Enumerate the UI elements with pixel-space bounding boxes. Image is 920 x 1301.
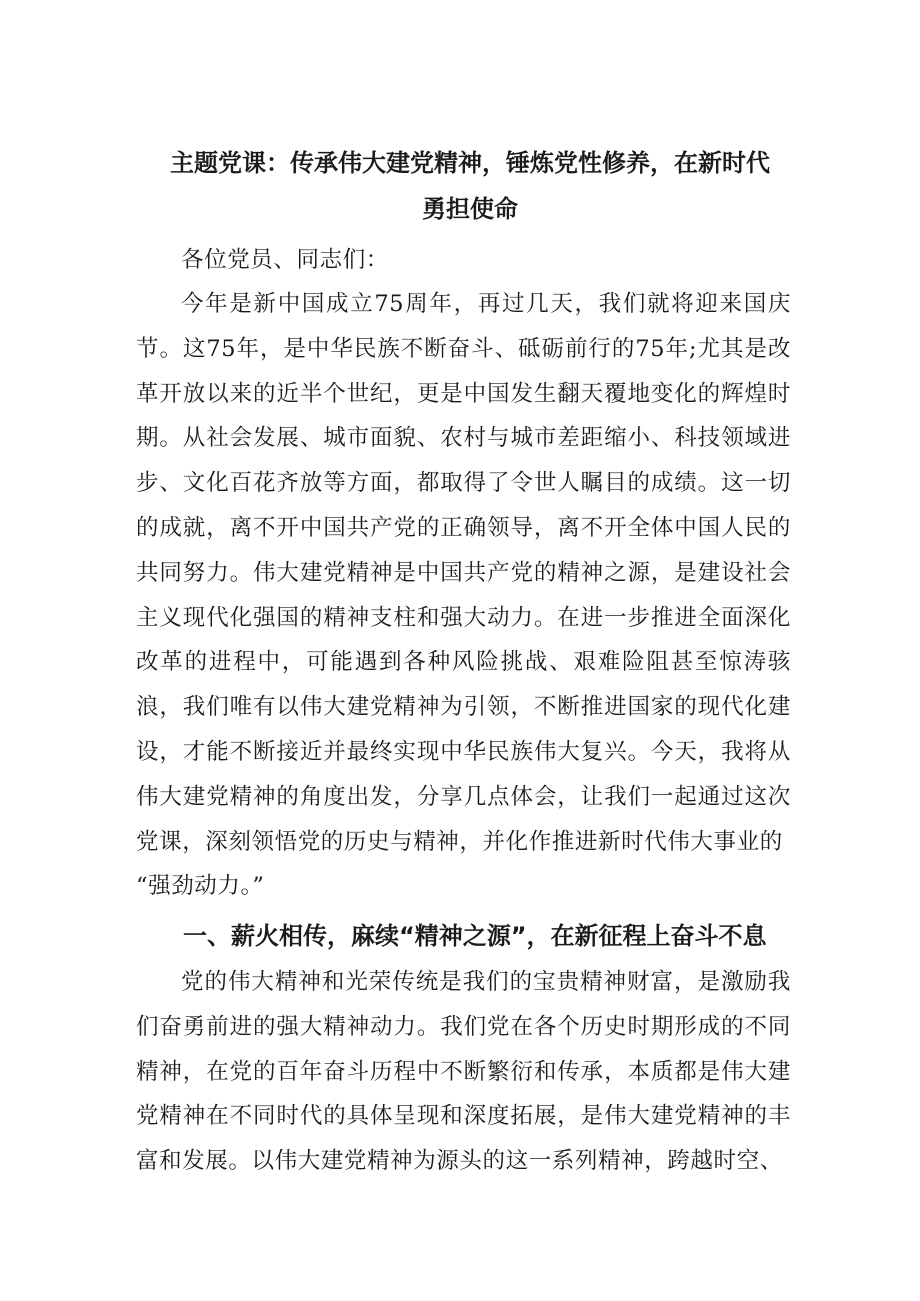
salutation: 各位党员、同志们： (181, 247, 389, 273)
paragraph-section-1: 党的伟大精神和光荣传统是我们的宝贵精神财富，是激励我们奋勇前进的强大精神动力。我们党在各个历史时期形成的不同精神，在党的百年奋斗历程中不断繁衍和传承，本质都是伟大建党精神在不同时代的具体呈现和深度拓展，是伟大建党精神的丰富和发展。以伟大建党精神为源头的这一系列精神，跨越时空、 (136, 969, 791, 1175)
section-heading-1: 一、薪火相传，麻续“精神之源”，在新征程上奋斗不息 (183, 922, 767, 950)
document-title-line-1: 主题党课：传承伟大建党精神，锤炼党性修养，在新时代 (170, 149, 770, 177)
document-title-line-2: 勇担使命 (422, 195, 518, 223)
paragraph-intro-ending: “强劲动力。” (136, 873, 265, 899)
paragraph-intro: 今年是新中国成立75周年，再过几天，我们就将迎来国庆节。这75年，是中华民族不断奋斗、砥砺前行的75年;尤其是改革开放以来的近半个世纪，更是中国发生翻天覆地变化的辉煌时期。从社会发展、城市面貌、农村与城市差距缩小、科技领域进步、文化百花齐放等方面，都取得了令世人瞩目的成绩。这一切的成就，离不开中国共产党的正确领导，离不开全体中国人民的共同努力。伟大建党精神是中国共产党的精神之源，是建设社会主义现代化强国的精神支柱和强大动力。在进一步推进全面深化改革的进程中，可能遇到各种风险挑战、艰难险阻甚至惊涛骇浪，我们唯有以伟大建党精神为引领，不断推进国家的现代化建设，才能不断接近并最终实现中华民族伟大复兴。今天，我将从伟大建党精神的角度出发，分享几点体会，让我们一起通过这次党课，深刻领悟党的历史与精神，并化作推进新时代伟大事业的 (136, 291, 791, 855)
